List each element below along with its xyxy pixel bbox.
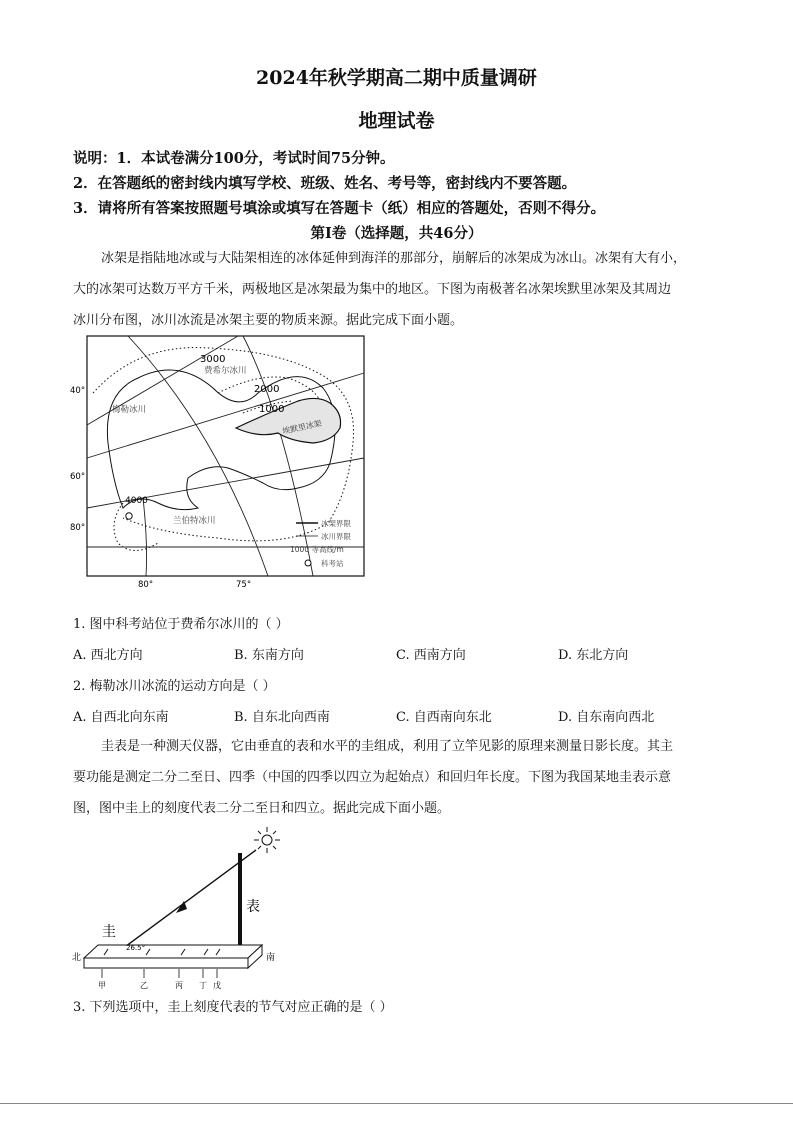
q1-option-d[interactable]: D. 东北方向 (558, 648, 629, 663)
gnomon-pole (238, 853, 242, 957)
question-1-stem: 1. 图中科考站位于费希尔冰川的（ ） (73, 617, 289, 632)
q2-option-b[interactable]: B. 自东北向西南 (234, 710, 330, 725)
q2-option-a[interactable]: A. 自西北向东南 (73, 710, 169, 725)
passage2-line2: 要功能是测定二分二至日、四季（中国的四季以四立为起始点）和回归年长度。下图为我国某地圭表示意 (73, 770, 672, 785)
legend-station-icon (305, 560, 311, 566)
page-bottom-rule (0, 1103, 793, 1104)
sun-icon (254, 827, 280, 853)
q1-option-c[interactable]: C. 西南方向 (396, 648, 466, 663)
legend-ice-shelf-boundary: 冰架界限 (321, 519, 351, 528)
gnomon-diagram (68, 823, 288, 993)
research-station-icon (126, 513, 132, 519)
tick-arrows (102, 969, 217, 978)
lat-label-40: 40° (70, 386, 86, 396)
lon-label-80: 80° (138, 580, 154, 590)
ice-shelf-map (68, 333, 373, 593)
passage2-line1: 圭表是一种测天仪器，它由垂直的表和水平的圭组成，利用了立竿见影的原理来测量日影长度。其主 (101, 739, 674, 754)
label-lambert-glacier: 兰伯特冰川 (173, 516, 216, 526)
contour-label-4000: 4000 (125, 496, 148, 506)
q2-option-d[interactable]: D. 自东南向西北 (558, 710, 655, 725)
q2-option-c[interactable]: C. 自西南向东北 (396, 710, 492, 725)
q1-option-b[interactable]: B. 东南方向 (234, 648, 304, 663)
question-3-stem: 3. 下列选项中，圭上刻度代表的节气对应正确的是（ ） (73, 1000, 393, 1015)
passage-ice-shelf (73, 243, 733, 336)
instruction-2: 2．在答题纸的密封线内填写学校、班级、姓名、考号等，密封线内不要答题。 (73, 175, 577, 192)
question-2-stem: 2. 梅勒冰川冰流的运动方向是（ ） (73, 679, 276, 694)
tick-label-ding: 丁 (199, 981, 207, 990)
label-fisher-glacier: 费希尔冰川 (204, 366, 247, 376)
exam-title: 2024年秋学期高二期中质量调研 (256, 67, 537, 89)
tick-label-wu: 戊 (213, 981, 221, 990)
label-north: 北 (72, 953, 82, 963)
gui-base-front (84, 958, 248, 968)
label-biao: 表 (246, 899, 260, 915)
passage1-line2: 大的冰架可达数万平方千米，两极地区是冰架最为集中的地区。下图为南极著名冰架埃默里冰架及其周边 (73, 282, 672, 297)
instruction-3: 3．请将所有答案按照题号填涂或填写在答题卡（纸）相应的答题处，否则不得分。 (73, 200, 606, 217)
label-gui: 圭 (102, 924, 116, 940)
contour-label-2000: 2000 (254, 384, 280, 395)
gui-base-top (84, 945, 262, 958)
legend-contour: 1000 等高线/m (290, 545, 344, 554)
passage-gnomon (73, 731, 733, 824)
sun-ray (118, 850, 256, 952)
tick-label-bing: 丙 (175, 981, 183, 990)
legend-station: 科考站 (321, 559, 344, 568)
tick-label-yi: 乙 (140, 981, 148, 990)
tick-label-jia: 甲 (98, 981, 106, 990)
label-angle: 26.5° (126, 944, 146, 952)
q1-option-a[interactable]: A. 西北方向 (73, 648, 143, 663)
contour-label-1000: 1000 (259, 404, 285, 415)
label-mellor-glacier: 梅勒冰川 (112, 405, 147, 415)
passage1-line1: 冰架是指陆地冰或与大陆架相连的冰体延伸到海洋的那部分，崩解后的冰架成为冰山。冰架有大有小， (101, 251, 687, 266)
lon-label-75: 75° (236, 580, 252, 590)
label-south: 南 (266, 953, 276, 963)
legend-glacier-boundary: 冰川界限 (321, 532, 351, 541)
passage1-line3: 冰川分布图，冰川冰流是冰架主要的物质来源。据此完成下面小题。 (73, 313, 464, 328)
contour-label-3000: 3000 (200, 354, 226, 365)
lat-label-60: 60° (70, 472, 86, 482)
section-title: 第Ⅰ卷（选择题，共46分） (310, 225, 483, 242)
exam-subtitle: 地理试卷 (358, 110, 435, 132)
passage2-line3: 图，图中圭上的刻度代表二分二至日和四立。据此完成下面小题。 (73, 801, 451, 816)
label-amery-ice-shelf: 埃默里冰架 (281, 418, 323, 436)
instruction-1: 说明：1．本试卷满分100分，考试时间75分钟。 (73, 150, 395, 167)
lat-label-80: 80° (70, 523, 86, 533)
